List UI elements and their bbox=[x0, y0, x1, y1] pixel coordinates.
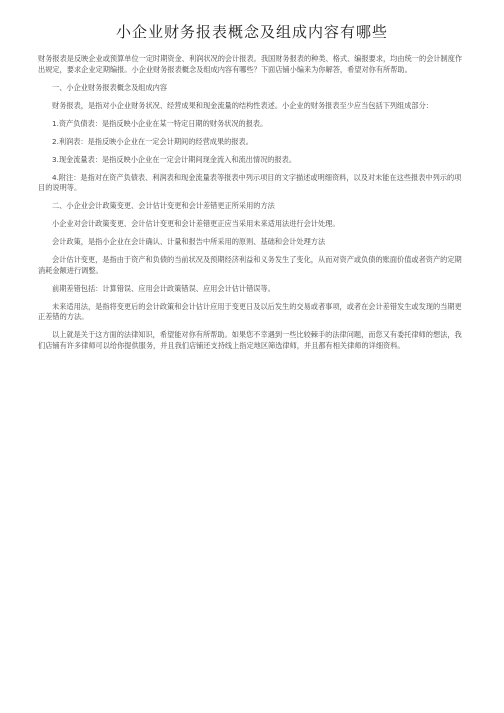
closing-paragraph: 以上就是关于这方面的法律知识，希望能对你有所帮助。如果您不幸遇到一些比较棘手的法律问题，而您又有委托律师的想法，我们店铺有许多律师可以给你提供服务，并且我们店铺还支持线上指定地区筛选律师，并且都有相关律师的详细资料。 bbox=[38, 330, 462, 350]
intro-paragraph: 财务报表是反映企业或预算单位一定时期资金、利润状况的会计报表。我国财务报表的种类、格式、编报要求，均由统一的会计制度作出规定，要求企业定期编报。小企业财务报表概念及组成内容有哪些？下面店铺小编来为你解答，希望对你有所帮助。 bbox=[38, 54, 463, 74]
body-paragraph: 小企业对会计政策变更、会计估计变更和会计差错更正应当采用未来适用法进行会计处理。 bbox=[52, 219, 340, 229]
body-paragraph: 会计政策，是指小企业在会计确认、计量和报告中所采用的原则、基础和会计处理方法 bbox=[52, 237, 326, 247]
body-paragraph: 财务报表，是指对小企业财务状况、经营成果和现金流量的结构性表述。小企业的财务报表至少应当包括下列组成部分： bbox=[52, 100, 433, 110]
section-heading-2: 二、小企业会计政策变更、会计估计变更和会计差错更正所采用的方法 bbox=[52, 201, 275, 211]
body-paragraph: 前期差错包括：计算错误、应用会计政策错误、应用会计估计错误等。 bbox=[52, 283, 275, 293]
list-item-cash-flow: 3.现金流量表：是指反映小企业在一定会计期间现金流入和流出情况的报表。 bbox=[52, 154, 297, 164]
list-item-income-statement: 2.利润表：是指反映小企业在一定会计期间的经营成果的报表。 bbox=[52, 136, 253, 146]
list-item-notes: 4.附注：是指对在资产负债表、利润表和现金流量表等报表中列示项目的文字描述或明细资料，以及对未能在这些报表中列示的项目的说明等。 bbox=[38, 172, 462, 193]
list-item-balance-sheet: 1.资产负债表：是指反映小企业在某一特定日期的财务状况的报表。 bbox=[52, 118, 268, 128]
body-paragraph: 未来适用法，是指将变更后的会计政策和会计估计应用于变更日及以后发生的交易或者事项，或者在会计差错发生或发现的当期更正差错的方法。 bbox=[38, 301, 462, 322]
section-heading-1: 一、小企业财务报表概念及组成内容 bbox=[52, 82, 168, 92]
page-title: 小企业财务报表概念及组成内容有哪些 bbox=[115, 23, 388, 41]
body-paragraph: 会计估计变更，是指由于资产和负债的当前状况及预期经济利益和义务发生了变化，从而对资产或负债的账面价值或者资产的定期消耗金额进行调整。 bbox=[38, 255, 462, 275]
